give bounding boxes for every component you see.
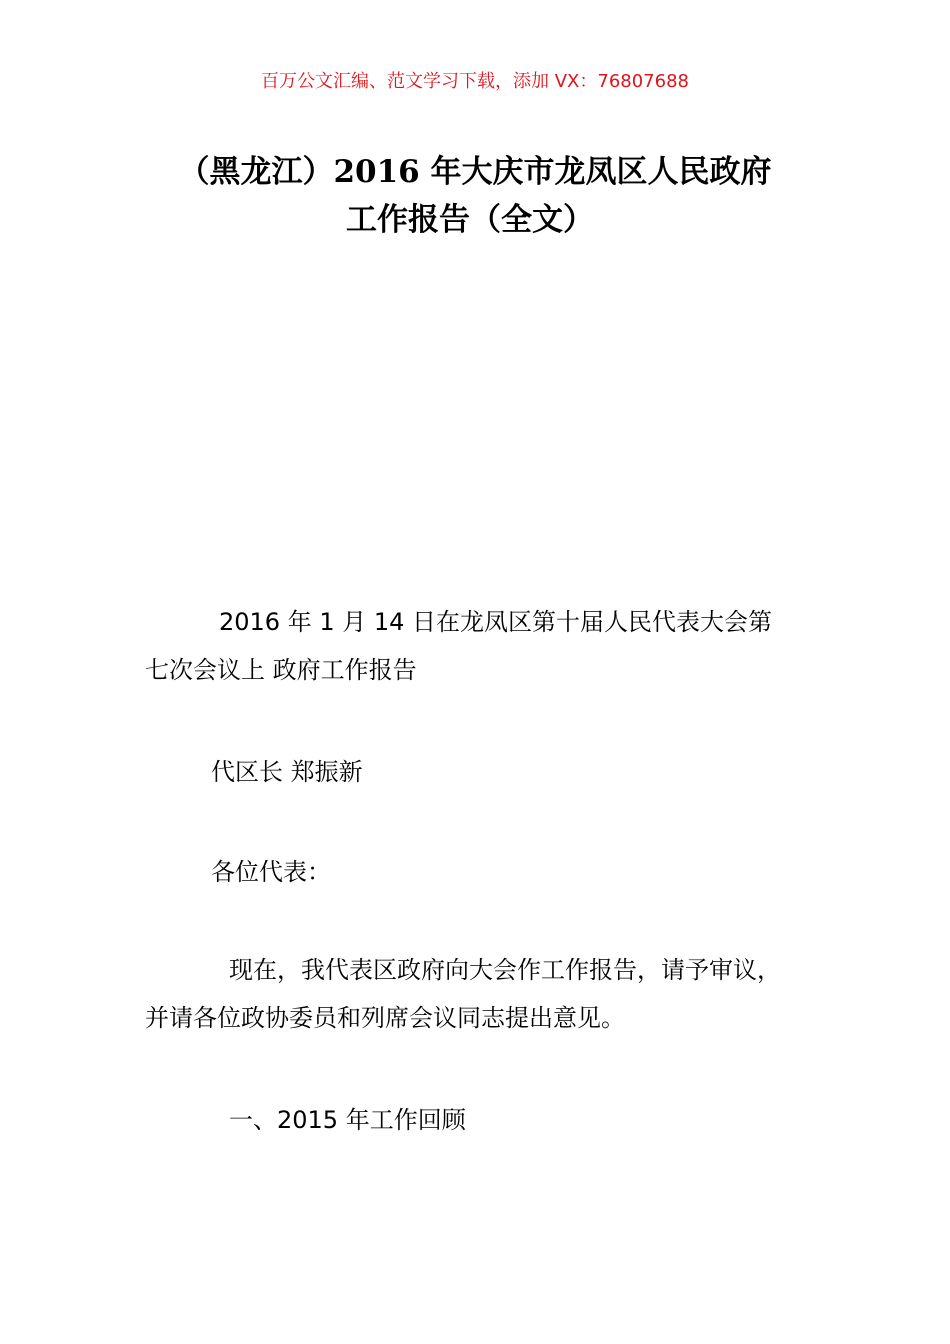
title-line-1: （黑龙江）2016 年大庆市龙凤区人民政府 bbox=[178, 154, 772, 190]
header-note: 百万公文汇编、范文学习下载，添加 VX：76807688 bbox=[261, 71, 689, 92]
intro-paragraph bbox=[145, 946, 835, 1042]
intro-line-1: 现在，我代表区政府向大会作工作报告，请予审议， bbox=[229, 956, 781, 984]
document-title bbox=[0, 148, 950, 244]
greeting-line: 各位代表： bbox=[211, 858, 331, 886]
section-heading: 一、2015 年工作回顾 bbox=[229, 1106, 466, 1134]
intro-line-2: 并请各位政协委员和列席会议同志提出意见。 bbox=[145, 1004, 625, 1032]
speaker-line: 代区长 郑振新 bbox=[211, 758, 363, 786]
meeting-date-paragraph bbox=[145, 598, 835, 694]
title-line-2: 工作报告（全文） bbox=[346, 202, 594, 238]
meeting-date-line-2: 七次会议上 政府工作报告 bbox=[145, 656, 417, 684]
meeting-date-line-1: 2016 年 1 月 14 日在龙凤区第十届人民代表大会第 bbox=[219, 608, 773, 636]
